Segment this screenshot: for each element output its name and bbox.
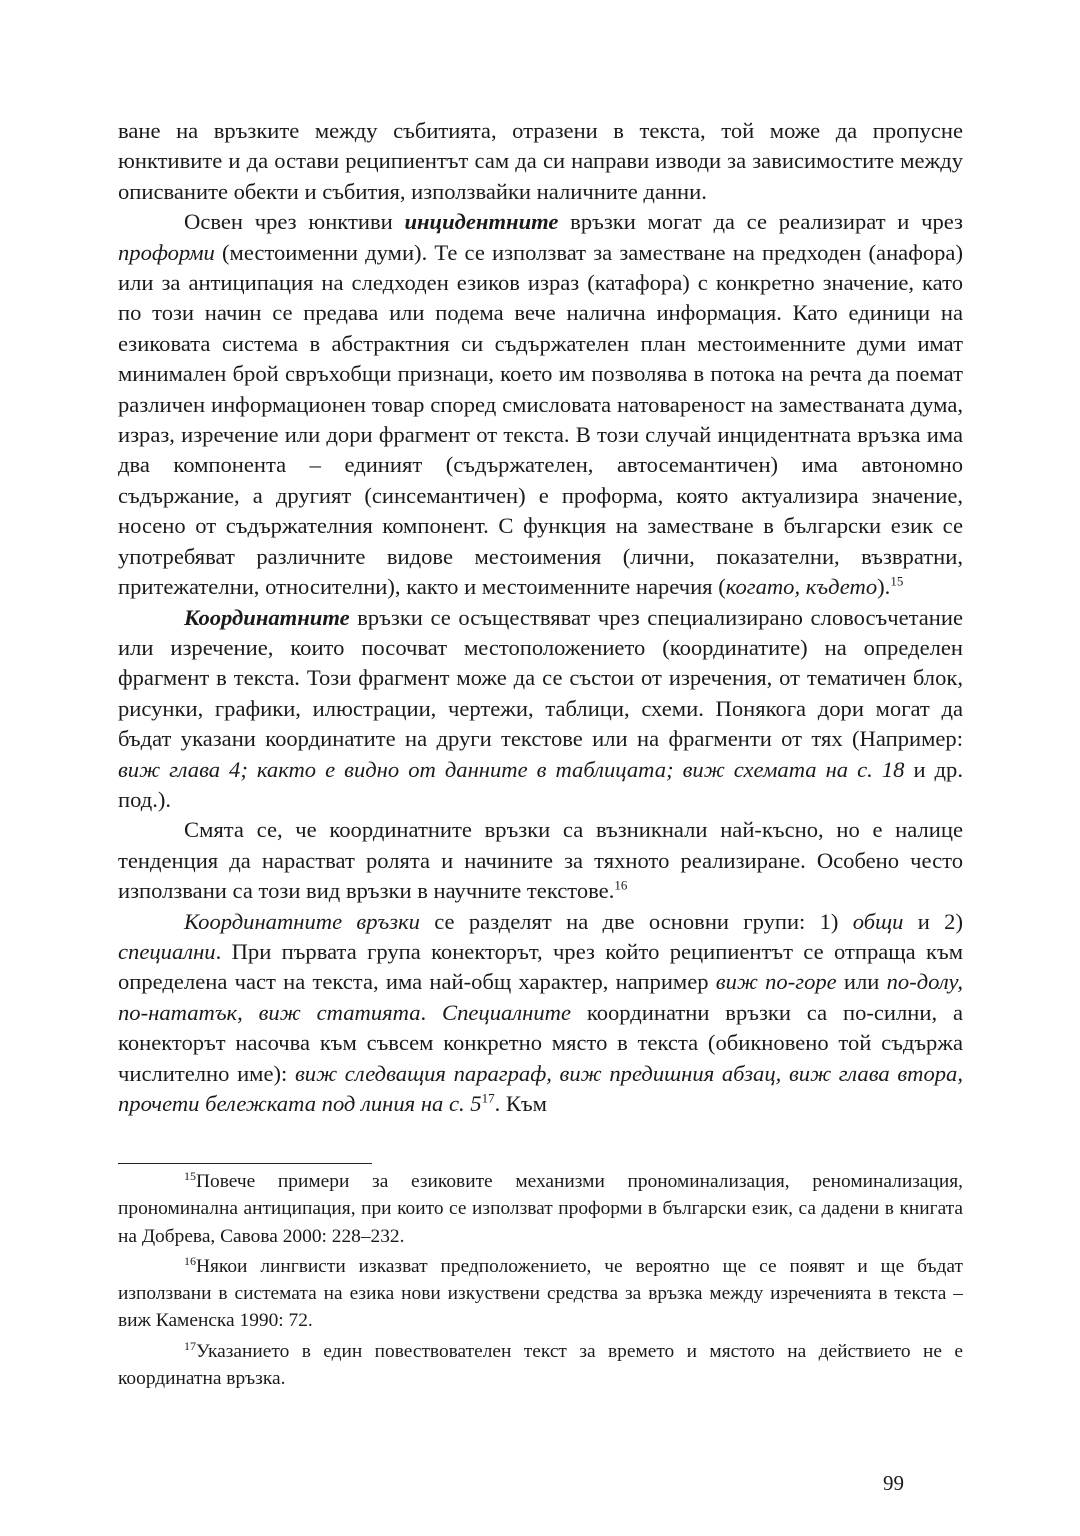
footnote-15: $^{15}$Повече примери за езиковите механизми прономинализация, реноминализация, прономинална антиципация, при които се използват проформи в български език, са дадени в книгата на Добрева, Савова 2000: 228–232. <box>118 1168 963 1247</box>
paragraph-coordinate-groups: Координатните връзки се разделят на две основни групи: 1) общи и 2) специални. При първата група конекторът, чрез който реципиентът се отпраща към определена част на текста, има най-общ характер, например виж по-горе или по-долу, по-нататък, виж статията. Специалните координатни връзки са по-силни, а конекторът насочва към съвсем конкретно място в текста (обикновено той съдържа числително име): виж следващия параграф, виж предишния абзац, виж глава втора, прочети бележката под линия на с. $5^{17}$. Към <box>118 908 964 1116</box>
paragraph-incidental-links: Освен чрез юнктиви инцидентните връзки могат да се реализират и чрез проформи (местоименни думи). Те се използват за заместване на предходен (анафора) или за антиципация на следходен езиков израз (катафора) с конкретно значение, като по този начин се предава или подема вече налична информация. Като единици на езиковата система в абстрактния си съдържателен план местоименните думи имат минимален брой свръхобщи признаци, което им позволява в потока на речта да поемат различен информационен товар според смисловата натовареност на заместваната дума, израз, изречение или дори фрагмент от текста. В този случай инцидентната връзка има два компонента – единият (съдържателен, автосемантичен) има автономно съдържание, а другият (синсемантичен) е проформа, която актуализира значение, носено от съдържателния компонент. С функция на заместване в български език се употребяват различните видове местоимения (лични, показателни, възвратни, притежателни, относителни), както и местоименните наречия (когато, където).$^{15}$ <box>118 209 963 600</box>
footnote-ref-17: 17 <box>481 1090 495 1106</box>
footnotes <box>118 1168 963 1395</box>
term-proforms: проформи <box>118 239 215 265</box>
footnote-ref-16: 16 <box>614 877 628 893</box>
paragraph-coordinate-links: Координатните връзки се осъществяват чрез специализирано словосъчетание или изречение, които посочват местоположението (координатите) на определен фрагмент в текста. Този фрагмент може да се състои от изречения, от тематичен блок, рисунки, графики, илюстрации, чертежи, таблици, схеми. Понякога дори могат да бъдат указани координатите на други текстове или на фрагменти от тях (Например: виж глава 4; както е видно от данните в таблицата; виж схемата на с. 18 и др. под.). <box>118 604 963 812</box>
term-incidental: инцидентните <box>404 209 559 235</box>
footnote-separator <box>118 1163 372 1164</box>
paragraph-continuation: ване на връзките между събитията, отразени в текста, той може да пропусне юнктивите и да остави реципиентът сам да си направи изводи за зависимостите между описваните обекти и събития, използвайки наличните данни. <box>118 118 963 204</box>
paragraph-coordinate-origin: Смята се, че координатните връзки са възникнали най-късно, но е налице тенденция да нарастват ролята и начините за тяхното реализиране. Особено често използвани са този вид връзки в научните текстове.$^{16}$ <box>118 817 963 904</box>
main-text <box>118 116 963 1119</box>
footnote-ref-15: 15 <box>890 573 904 589</box>
page-number: 99 <box>883 1471 904 1495</box>
footnote-16: $^{16}$Някои лингвисти изказват предположението, че вероятно ще се появят и ще бъдат използвани в системата на езика нови изкуствени средства за връзка между изреченията в текста – виж Каменска 1990: 72. <box>118 1253 963 1332</box>
footnote-17: $^{17}$Указанието в един повествователен текст за времето и мястото на действието не е координатна връзка. <box>118 1338 963 1390</box>
term-coordinate: Координатните <box>184 604 350 630</box>
